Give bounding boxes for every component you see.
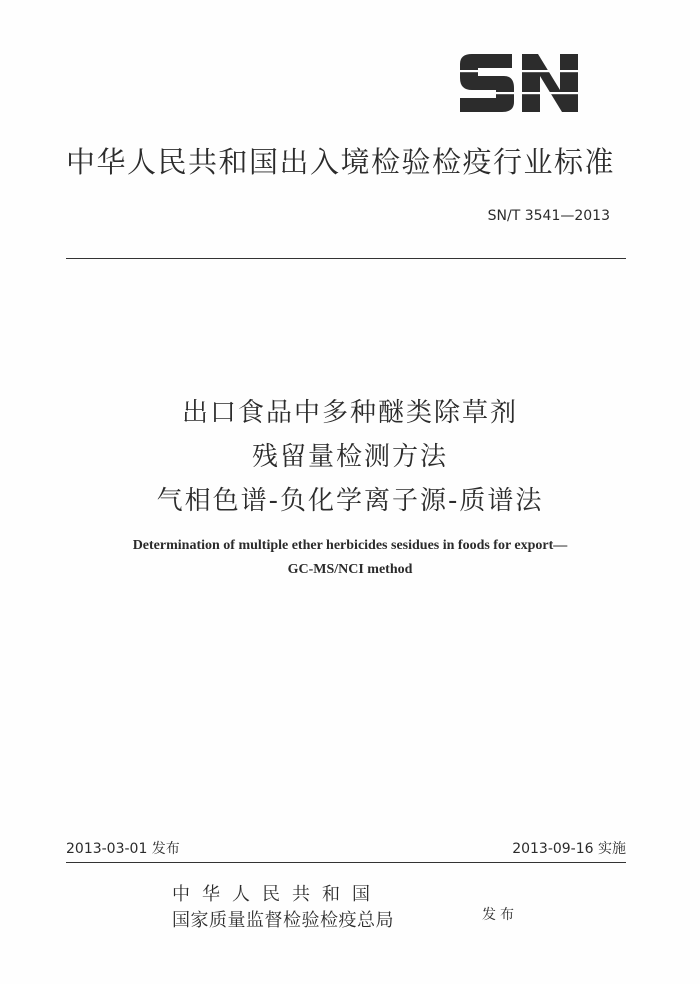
header-divider — [66, 258, 626, 259]
issue-label: 发布 — [482, 907, 518, 923]
standard-number: SN/T 3541—2013 — [487, 208, 610, 224]
industry-standard-title: 中华人民共和国出入境检验检疫行业标准 — [66, 145, 616, 179]
issue-date: 2013-03-01 发布 — [66, 841, 180, 857]
cn-title-line-2: 残留量检测方法 — [251, 442, 448, 472]
cn-title-line-3: 气相色谱-负化学离子源-质谱法 — [156, 486, 544, 516]
footer-divider — [66, 862, 626, 863]
issuer-country: 中华人民共和国 — [172, 884, 382, 905]
sn-logo-icon — [456, 50, 582, 116]
issuing-authority — [172, 880, 472, 932]
en-title-line-2: GC-MS/NCI method — [287, 562, 413, 577]
cn-title-line-1: 出口食品中多种醚类除草剂 — [181, 398, 518, 428]
sn-logo-graphic — [456, 50, 582, 116]
issuer-agency: 国家质量监督检验检疫总局 — [172, 910, 394, 931]
implementation-date: 2013-09-16 实施 — [512, 841, 626, 857]
en-title-line-1: Determination of multiple ether herbicides sesidues in foods for export— — [132, 538, 568, 553]
